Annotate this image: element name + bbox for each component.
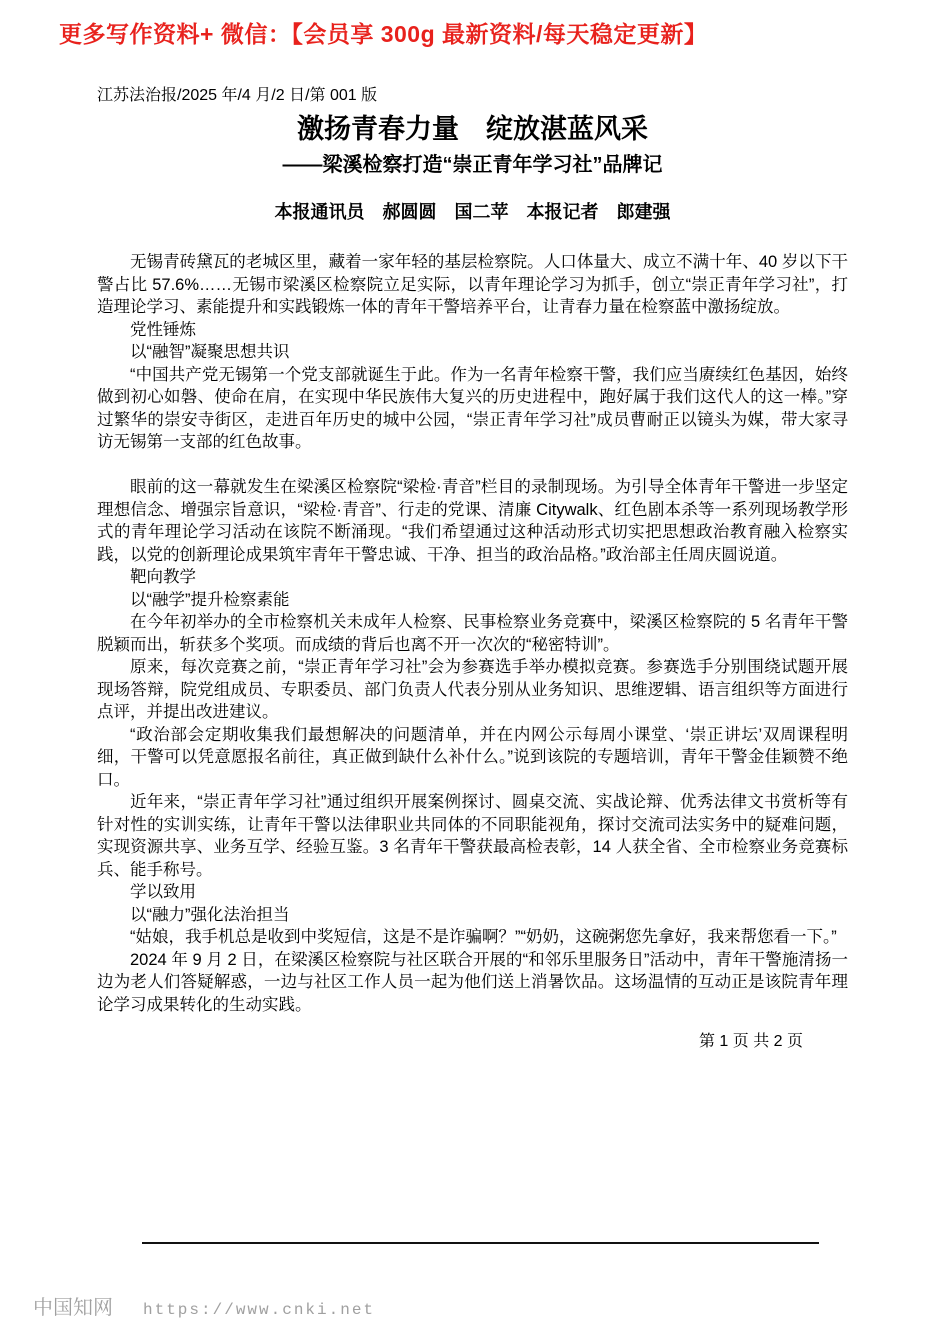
paragraph-spacer [97, 454, 848, 477]
paragraph: 原来，每次竞赛之前，“崇正青年学习社”会为参赛选手举办模拟竞赛。参赛选手分别围绕试题开展现场答辩，院党组成员、专职委员、部门负责人代表分别从业务知识、思维逻辑、语言组织等方面进行点评，并提出改进建议。 [97, 658, 848, 721]
section-subhead: 以“融智”凝聚思想共识 [130, 343, 290, 361]
section-subhead: 学以致用 [130, 883, 196, 901]
section-subhead: 以“融力”强化法治担当 [130, 905, 290, 924]
article [97, 86, 848, 1051]
cnki-logo: 中国知网 [33, 1297, 113, 1319]
paragraph: 眼前的这一幕就发生在梁溪区检察院“梁检·青音”栏目的录制现场。为引导全体青年干警进一步坚定理想信念、增强宗旨意识，“梁检·青音”、行走的党课、清廉 Citywalk、红色剧本杀等一系列现场教学形式的青年理论学习活动在该院不断涌现。“我们希望通过这种活动形式切实把思想政治教育融入检察实践，以党的创新理论成果筑牢青年干警忠诚、干净、担当的政治品格。”政治部主任周庆圆说道。 [97, 478, 848, 564]
watermark [33, 1291, 375, 1320]
page-number: 第 1 页 共 2 页 [698, 1033, 803, 1050]
paragraph: “政治部会定期收集我们最想解决的问题清单，并在内网公示每周小课堂、‘崇正讲坛’双周课程明细，干警可以凭意愿报名前往，真正做到缺什么补什么。”说到该院的专题培训，青年干警金佳颖赞不绝口。 [97, 725, 848, 789]
article-byline: 本报通讯员 郝圆圆 国二苹 本报记者 郎建强 [274, 202, 671, 222]
paragraph: 在今年初举办的全市检察机关未成年人检察、民事检察业务竞赛中，梁溪区检察院的 5 名青年干警脱颖而出，斩获多个奖项。而成绩的背后也离不开一次次的“秘密特训”。 [97, 613, 848, 654]
article-subtitle: ——梁溪检察打造“崇正青年学习社”品牌记 [282, 154, 663, 176]
cnki-url: https://www.cnki.net [143, 1301, 376, 1319]
page-divider [142, 1242, 819, 1244]
paragraph: “中国共产党无锡第一个党支部就诞生于此。作为一名青年检察干警，我们应当赓续红色基因，始终做到初心如磐、使命在肩，在实现中华民族伟大复兴的历史进程中，跑好属于我们这代人的这一棒。”穿过繁华的崇安寺街区，走进百年历史的城中公园，“崇正青年学习社”成员曹耐正以镜头为媒，带大家寻访无锡第一支部的红色故事。 [97, 365, 848, 451]
promo-banner: 更多写作资料+ 微信：【会员享 300g 最新资料/每天稳定更新】 [59, 21, 708, 47]
paragraph: 2024 年 9 月 2 日，在梁溪区检察院与社区联合开展的“和邻乐里服务日”活动中，青年干警施清扬一边为老人们答疑解惑，一边与社区工作人员一起为他们送上消暑饮品。这场温情的互动正是该院青年理论学习成果转化的生动实践。 [97, 950, 848, 1014]
paragraph: “姑娘，我手机总是收到中奖短信，这是不是诈骗啊？”“奶奶，这碗粥您先拿好，我来帮您看一下。” [130, 928, 837, 946]
section-subhead: 靶向教学 [130, 568, 196, 586]
section-subhead: 党性锤炼 [130, 320, 196, 339]
paragraph: 近年来，“崇正青年学习社”通过组织开展案例探讨、圆桌交流、实战论辩、优秀法律文书赏析等有针对性的实训实练，让青年干警以法律职业共同体的不同职能视角，探讨交流司法实务中的疑难问题，实现资源共享、业务互学、经验互鉴。3 名青年干警获最高检表彰，14 人获全省、全市检察业务竞赛标兵、能手称号。 [97, 793, 848, 879]
article-title: 激扬青春力量 绽放湛蓝风采 [297, 114, 648, 144]
article-body [97, 251, 848, 1016]
source-line: 江苏法治报/2025 年/4 月/2 日/第 001 版 [97, 87, 378, 104]
paragraph: 无锡青砖黛瓦的老城区里，藏着一家年轻的基层检察院。人口体量大、成立不满十年、40 岁以下干警占比 57.6%……无锡市梁溪区检察院立足实际，以青年理论学习为抓手，创立“崇正青年学习社”，打造理论学习、素能提升和实践锻炼一体的青年干警培养平台，让青春力量在检察蓝中激扬绽放。 [97, 253, 848, 316]
section-subhead: 以“融学”提升检察素能 [130, 590, 290, 609]
